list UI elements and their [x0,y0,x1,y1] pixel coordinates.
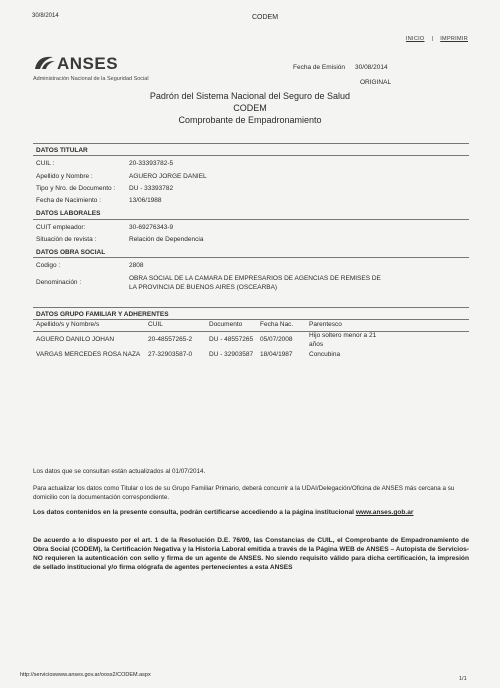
original-status: ORIGINAL [360,79,392,86]
row-name: VARGAS MERCEDES ROSA NAZA [36,351,141,358]
header-name: Apellido/s y Nombre/s [36,321,100,328]
title-line-2: CODEM [233,103,267,113]
row-relation: Concubina [309,351,341,358]
codigo-label: Codigo : [36,262,61,269]
title-line-3: Comprobante de Empadronamiento [178,115,322,125]
print-date: 30/8/2014 [32,13,59,19]
updated-note: Los datos que se consultan están actualizados al 01/07/2014. [33,468,206,475]
denominacion-label: Denominación : [36,279,82,286]
situacion-label: Situación de revista : [36,236,97,243]
cuil-value: 20-33393782-5 [129,160,174,167]
row-doc: DU - 32903587 [209,351,254,358]
denominacion-line-2: LA PROVINCIA DE BUENOS AIRES (OSCEARBA) [129,284,278,291]
title-line-1: Padrón del Sistema Nacional del Seguro de Salud [149,91,351,101]
name-value: AGUERO JORGE DANIEL [129,173,207,180]
brand-subtitle: Administración Nacional de la Seguridad Social [33,76,149,82]
cuit-value: 30-69276343-9 [129,224,174,231]
divider [33,219,469,220]
header-documento: Documento [209,321,243,328]
section-obra-social: DATOS OBRA SOCIAL [36,249,106,256]
divider [33,319,469,320]
row-relation: Hijo soltero menor a 21 [309,332,377,339]
legal-note: De acuerdo a lo dispuesto por el art. 1 de la Resolución D.E. 76/09, las Constancias de CUIL, el Comprobante de Empadronamiento de Obra Social (CODEM), la Certificación Negativa y la Historia Laboral emitida a través de la Página WEB de ANSES – Autopista de Servicios- NO requieren la autenticación con sello y firma de un agente de ANSES. No siendo requisito válido para dicha certificación, la impresión de sellado institucional y/o firma ológrafa de agentes pertenecientes a esta ANSES [33,537,469,571]
top-links [406,36,468,42]
codigo-value: 2808 [129,262,144,269]
divider [33,143,469,144]
doc-value: DU - 33393782 [129,185,174,192]
brand-name: ANSES [57,54,119,73]
cuit-label: CUIT empleador: [36,224,86,231]
section-titular: DATOS TITULAR [36,147,88,154]
cuil-label: CUIL : [36,160,55,167]
divider [33,155,469,156]
link-separator: | [431,36,434,42]
header-parentesco: Parentesco [309,321,342,328]
anses-logo-icon [33,55,57,73]
name-label: Apellido y Nombre : [36,173,93,180]
denominacion-line-1: OBRA SOCIAL DE LA CAMARA DE EMPRESARIOS DE AGENCIAS DE REMISES DE [129,275,381,282]
emission-info [293,64,388,71]
anses-logo [33,54,118,74]
certify-text: Los datos contenidos en la presente consulta, podrán certificarse accediendo a la página institucional [33,509,354,516]
situacion-value: Relación de Dependencia [129,236,204,243]
certify-note [33,508,469,517]
emission-label: Fecha de Emisión [293,64,346,71]
doc-label: Tipo y Nro. de Documento : [36,185,116,192]
row-doc: DU - 48557265 [209,336,254,343]
row-birth: 05/07/2008 [260,336,293,343]
document-titles [0,90,500,126]
anses-url-link[interactable]: www.anses.gob.ar [355,509,414,516]
emission-date: 30/08/2014 [355,64,388,71]
divider [33,331,469,332]
section-laborales: DATOS LABORALES [36,210,101,217]
birth-label: Fecha de Nacimiento : [36,197,102,204]
update-instructions: Para actualizar los datos como Titular o los de su Grupo Familiar Primario, deberá concurrir a la UDAI/Delegación/Oficina de ANSES más cercana a su domicilio con la documentación correspondiente. [33,485,455,501]
page-number: 1/1 [459,676,467,682]
section-familiar: DATOS GRUPO FAMILIAR Y ADHERENTES [36,311,169,318]
footer-url: http://servicioswww.anses.gov.ar/ooss2/CODEM.aspx [20,672,151,678]
print-title: CODEM [252,14,279,21]
header-fecha: Fecha Nac. [260,321,294,328]
row-birth: 18/04/1987 [260,351,293,358]
inicio-link[interactable]: INICIO [405,36,425,42]
row-cuil: 20-48557265-2 [148,336,193,343]
row-relation-cont: años [309,341,324,348]
row-name: AGUERO DANILO JOHAN [36,336,115,343]
divider [33,307,469,308]
row-cuil: 27-32903587-0 [148,351,193,358]
imprimir-link[interactable]: IMPRIMIR [440,36,468,42]
header-cuil: CUIL [148,321,163,328]
divider [33,257,469,258]
birth-value: 13/06/1988 [129,197,162,204]
